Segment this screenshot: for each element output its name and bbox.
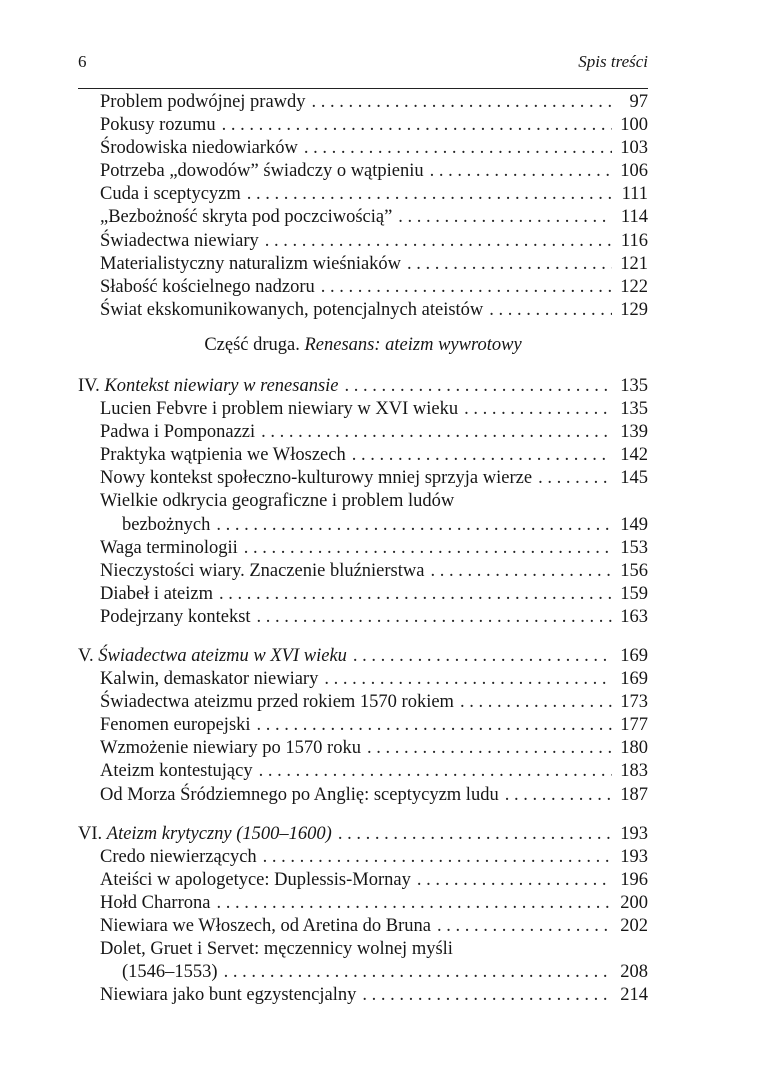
- toc-entry-wrapped-second-line[interactable]: bezbożnych . . . 149: [78, 514, 648, 537]
- toc-entry[interactable]: Fenomen europejski . . . 177: [78, 714, 648, 737]
- chapter-6: [78, 823, 648, 1008]
- toc-entry[interactable]: Wzmożenie niewiary po 1570 roku . . . 180: [78, 737, 648, 760]
- toc-entry[interactable]: Diabeł i ateizm . . . 159: [78, 583, 648, 606]
- running-header: [78, 52, 648, 82]
- toc-entry-wrapped-first-line[interactable]: Dolet, Gruet i Servet: męczennicy wolnej myśli: [100, 939, 453, 960]
- toc-entry[interactable]: Niewiara jako bunt egzystencjalny . . . 214: [78, 984, 648, 1007]
- toc-entry[interactable]: Nowy kontekst społeczno-kulturowy mniej sprzyja wierze . . . 145: [78, 467, 648, 490]
- toc-entry[interactable]: Nieczystości wiary. Znaczenie bluźnierstwa . . . 156: [78, 560, 648, 583]
- chapter-heading[interactable]: V. Świadectwa ateizmu w XVI wieku . . . 169: [78, 645, 648, 668]
- toc-entry-wrapped-second-line[interactable]: (1546–1553) . . . 208: [78, 961, 648, 984]
- toc-entry[interactable]: Świat ekskomunikowanych, potencjalnych ateistów . . . 129: [78, 299, 648, 322]
- toc-block-continued: [78, 91, 648, 322]
- toc-entry[interactable]: Hołd Charrona . . . 200: [78, 892, 648, 915]
- toc-entry[interactable]: Świadectwa niewiary . . . 116: [78, 230, 648, 253]
- chapter-4: [78, 375, 648, 629]
- toc-entry[interactable]: Waga terminologii . . . 153: [78, 537, 648, 560]
- part-heading: Część druga. Renesans: ateizm wywrotowy: [204, 334, 522, 355]
- toc-entry[interactable]: Lucien Febvre i problem niewiary w XVI wieku . . . 135: [78, 398, 648, 421]
- toc-entry[interactable]: Ateizm kontestujący . . . 183: [78, 760, 648, 783]
- toc-entry[interactable]: Od Morza Śródziemnego po Anglię: sceptycyzm ludu . . . 187: [78, 784, 648, 807]
- toc-entry[interactable]: Pokusy rozumu . . . 100: [78, 114, 648, 137]
- toc-entry-wrapped-first-line[interactable]: Wielkie odkrycia geograficzne i problem ludów: [100, 491, 455, 512]
- toc-entry[interactable]: Ateiści w apologetyce: Duplessis-Mornay . . . 196: [78, 869, 648, 892]
- toc-entry[interactable]: Podejrzany kontekst . . . 163: [78, 606, 648, 629]
- running-title: Spis treści: [578, 52, 648, 71]
- toc-entry[interactable]: Problem podwójnej prawdy . . . 97: [78, 91, 648, 114]
- toc-entry[interactable]: Cuda i sceptycyzm . . . 111: [78, 183, 648, 206]
- toc-entry[interactable]: Niewiara we Włoszech, od Aretina do Bruna . . . 202: [78, 915, 648, 938]
- toc-entry[interactable]: Słabość kościelnego nadzoru . . . 122: [78, 276, 648, 299]
- toc-entry[interactable]: Świadectwa ateizmu przed rokiem 1570 rokiem . . . 173: [78, 691, 648, 714]
- toc-entry[interactable]: Praktyka wątpienia we Włoszech . . . 142: [78, 444, 648, 467]
- header-rule: [78, 88, 648, 89]
- toc-entry[interactable]: Kalwin, demaskator niewiary . . . 169: [78, 668, 648, 691]
- page-number: 6: [78, 52, 87, 71]
- toc-entry[interactable]: „Bezbożność skryta pod poczciwością” . . . 114: [78, 206, 648, 229]
- toc-entry[interactable]: Padwa i Pomponazzi . . . 139: [78, 421, 648, 444]
- chapter-5: [78, 645, 648, 807]
- chapter-heading[interactable]: VI. Ateizm krytyczny (1500–1600) . . . 193: [78, 823, 648, 846]
- toc-entry[interactable]: Credo niewierzących . . . 193: [78, 846, 648, 869]
- toc-entry[interactable]: Materialistyczny naturalizm wieśniaków . . . 121: [78, 253, 648, 276]
- table-of-contents: [78, 91, 648, 1007]
- chapter-heading[interactable]: IV. Kontekst niewiary w renesansie . . . 135: [78, 375, 648, 398]
- toc-entry[interactable]: Potrzeba „dowodów” świadczy o wątpieniu . . . 106: [78, 160, 648, 183]
- toc-entry[interactable]: Środowiska niedowiarków . . . 103: [78, 137, 648, 160]
